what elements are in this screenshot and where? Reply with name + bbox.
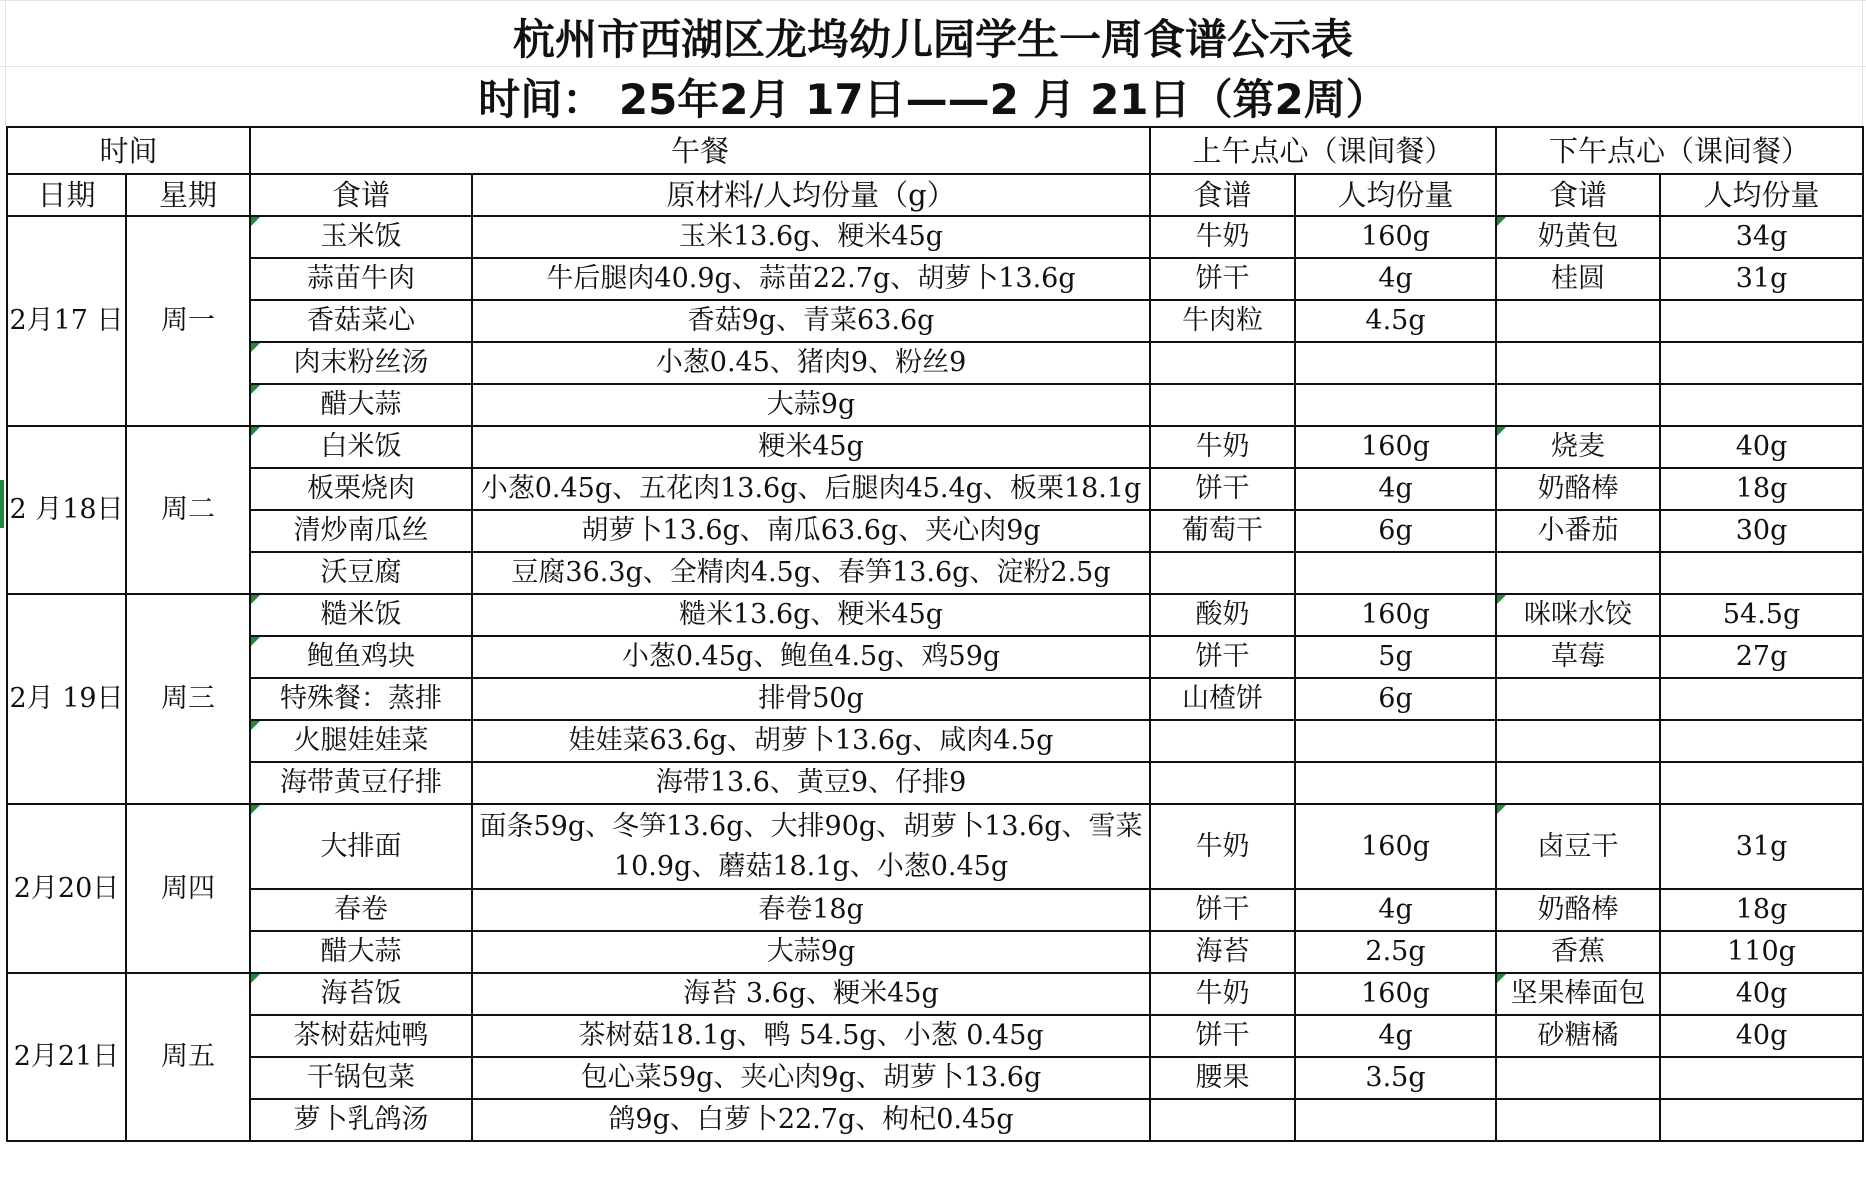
pm-snack-cell[interactable]: 砂糖橘 xyxy=(1496,1015,1660,1057)
pm-snack-cell[interactable] xyxy=(1496,762,1660,804)
header-am-snack[interactable]: 上午点心（课间餐） xyxy=(1150,127,1496,174)
am-portion-cell[interactable]: 160g xyxy=(1295,973,1496,1015)
header-pm-recipe[interactable]: 食谱 xyxy=(1496,174,1660,216)
dish-cell[interactable]: 香菇菜心 xyxy=(250,300,472,342)
am-portion-cell[interactable]: 4.5g xyxy=(1295,300,1496,342)
materials-cell[interactable]: 面条59g、冬笋13.6g、大排90g、胡萝卜13.6g、雪菜10.9g、蘑菇18.1g、小葱0.45g xyxy=(472,804,1150,889)
pm-snack-cell[interactable]: 香蕉 xyxy=(1496,931,1660,973)
pm-snack-cell[interactable]: 咪咪水饺 xyxy=(1496,594,1660,636)
am-snack-cell[interactable]: 牛肉粒 xyxy=(1150,300,1295,342)
menu-row xyxy=(7,931,1863,973)
materials-cell[interactable]: 小葱0.45、猪肉9、粉丝9 xyxy=(472,342,1150,384)
am-snack-cell[interactable] xyxy=(1150,384,1295,426)
date-cell[interactable]: 2 月18日 xyxy=(7,426,126,594)
menu-row xyxy=(7,1099,1863,1141)
pm-portion-cell[interactable]: 40g xyxy=(1660,426,1863,468)
pm-snack-cell[interactable]: 奶酪棒 xyxy=(1496,889,1660,931)
dish-cell[interactable]: 醋大蒜 xyxy=(250,384,472,426)
materials-cell[interactable]: 海苔 3.6g、粳米45g xyxy=(472,973,1150,1015)
menu-row xyxy=(7,594,1863,636)
header-row-2 xyxy=(7,174,1863,216)
am-portion-cell[interactable] xyxy=(1295,342,1496,384)
header-lunch[interactable]: 午餐 xyxy=(250,127,1150,174)
materials-cell[interactable]: 排骨50g xyxy=(472,678,1150,720)
am-snack-cell[interactable] xyxy=(1150,1099,1295,1141)
weekday-cell[interactable]: 周四 xyxy=(126,804,250,973)
am-snack-cell[interactable]: 饼干 xyxy=(1150,468,1295,510)
dish-cell[interactable]: 糙米饭 xyxy=(250,594,472,636)
dish-cell[interactable]: 蒜苗牛肉 xyxy=(250,258,472,300)
am-portion-cell[interactable]: 160g xyxy=(1295,594,1496,636)
am-snack-cell[interactable]: 牛奶 xyxy=(1150,426,1295,468)
am-portion-cell[interactable]: 160g xyxy=(1295,216,1496,258)
pm-snack-cell[interactable]: 奶黄包 xyxy=(1496,216,1660,258)
am-snack-cell[interactable]: 酸奶 xyxy=(1150,594,1295,636)
am-snack-cell[interactable]: 牛奶 xyxy=(1150,804,1295,889)
dish-cell[interactable]: 萝卜乳鸽汤 xyxy=(250,1099,472,1141)
dish-cell[interactable]: 醋大蒜 xyxy=(250,931,472,973)
am-portion-cell[interactable]: 5g xyxy=(1295,636,1496,678)
menu-row xyxy=(7,510,1863,552)
dish-cell[interactable]: 春卷 xyxy=(250,889,472,931)
sheet-gridline-top xyxy=(0,0,1866,1)
date-cell[interactable]: 2月20日 xyxy=(7,804,126,973)
am-portion-cell[interactable]: 2.5g xyxy=(1295,931,1496,973)
am-snack-cell[interactable]: 饼干 xyxy=(1150,636,1295,678)
am-snack-cell[interactable] xyxy=(1150,720,1295,762)
materials-cell[interactable]: 茶树菇18.1g、鸭 54.5g、小葱 0.45g xyxy=(472,1015,1150,1057)
am-portion-cell[interactable] xyxy=(1295,1099,1496,1141)
pm-portion-cell[interactable] xyxy=(1660,720,1863,762)
dish-cell[interactable]: 海苔饭 xyxy=(250,973,472,1015)
menu-table xyxy=(6,126,1864,1142)
am-portion-cell[interactable]: 4g xyxy=(1295,258,1496,300)
materials-cell[interactable]: 包心菜59g、夹心肉9g、胡萝卜13.6g xyxy=(472,1057,1150,1099)
materials-cell[interactable]: 海带13.6、黄豆9、仔排9 xyxy=(472,762,1150,804)
am-portion-cell[interactable]: 160g xyxy=(1295,804,1496,889)
materials-cell[interactable]: 小葱0.45g、五花肉13.6g、后腿肉45.4g、板栗18.1g xyxy=(472,468,1150,510)
dish-cell[interactable]: 鲍鱼鸡块 xyxy=(250,636,472,678)
am-portion-cell[interactable] xyxy=(1295,384,1496,426)
pm-portion-cell[interactable]: 31g xyxy=(1660,258,1863,300)
am-portion-cell[interactable]: 160g xyxy=(1295,426,1496,468)
am-portion-cell[interactable] xyxy=(1295,762,1496,804)
pm-snack-cell[interactable]: 坚果棒面包 xyxy=(1496,973,1660,1015)
am-snack-cell[interactable] xyxy=(1150,762,1295,804)
header-am-portion[interactable]: 人均份量 xyxy=(1295,174,1496,216)
pm-snack-cell[interactable] xyxy=(1496,384,1660,426)
pm-snack-cell[interactable] xyxy=(1496,300,1660,342)
menu-row xyxy=(7,384,1863,426)
am-snack-cell[interactable]: 海苔 xyxy=(1150,931,1295,973)
dish-cell[interactable]: 白米饭 xyxy=(250,426,472,468)
menu-row xyxy=(7,973,1863,1015)
header-pm-snack[interactable]: 下午点心（课间餐） xyxy=(1496,127,1863,174)
dish-cell[interactable]: 海带黄豆仔排 xyxy=(250,762,472,804)
menu-row xyxy=(7,1015,1863,1057)
pm-snack-cell[interactable]: 小番茄 xyxy=(1496,510,1660,552)
pm-portion-cell[interactable] xyxy=(1660,552,1863,594)
pm-portion-cell[interactable] xyxy=(1660,300,1863,342)
am-portion-cell[interactable] xyxy=(1295,720,1496,762)
pm-portion-cell[interactable]: 34g xyxy=(1660,216,1863,258)
materials-cell[interactable]: 大蒜9g xyxy=(472,384,1150,426)
header-row-1 xyxy=(7,127,1863,174)
materials-cell[interactable]: 小葱0.45g、鲍鱼4.5g、鸡59g xyxy=(472,636,1150,678)
menu-row xyxy=(7,678,1863,720)
date-cell[interactable]: 2月21日 xyxy=(7,973,126,1141)
am-portion-cell[interactable]: 4g xyxy=(1295,889,1496,931)
menu-row xyxy=(7,889,1863,931)
dish-cell[interactable]: 茶树菇炖鸭 xyxy=(250,1015,472,1057)
pm-snack-cell[interactable]: 草莓 xyxy=(1496,636,1660,678)
dish-cell[interactable]: 玉米饭 xyxy=(250,216,472,258)
am-snack-cell[interactable]: 饼干 xyxy=(1150,889,1295,931)
menu-row xyxy=(7,426,1863,468)
materials-cell[interactable]: 春卷18g xyxy=(472,889,1150,931)
menu-row xyxy=(7,300,1863,342)
menu-row xyxy=(7,1057,1863,1099)
dish-cell[interactable]: 火腿娃娃菜 xyxy=(250,720,472,762)
header-materials[interactable]: 原材料/人均份量（g） xyxy=(472,174,1150,216)
dish-cell[interactable]: 干锅包菜 xyxy=(250,1057,472,1099)
date-cell[interactable]: 2月 19日 xyxy=(7,594,126,804)
weekday-cell[interactable]: 周三 xyxy=(126,594,250,804)
dish-cell[interactable]: 肉末粉丝汤 xyxy=(250,342,472,384)
pm-portion-cell[interactable]: 40g xyxy=(1660,973,1863,1015)
am-portion-cell[interactable] xyxy=(1295,552,1496,594)
dish-cell[interactable]: 大排面 xyxy=(250,804,472,889)
menu-row xyxy=(7,216,1863,258)
weekday-cell[interactable]: 周五 xyxy=(126,973,250,1141)
materials-cell[interactable]: 香菇9g、青菜63.6g xyxy=(472,300,1150,342)
menu-row xyxy=(7,552,1863,594)
dish-cell[interactable]: 清炒南瓜丝 xyxy=(250,510,472,552)
pm-snack-cell[interactable]: 卤豆干 xyxy=(1496,804,1660,889)
menu-row xyxy=(7,258,1863,300)
menu-row xyxy=(7,468,1863,510)
am-snack-cell[interactable]: 饼干 xyxy=(1150,1015,1295,1057)
pm-snack-cell[interactable]: 烧麦 xyxy=(1496,426,1660,468)
page-title: 杭州市西湖区龙坞幼儿园学生一周食谱公示表 xyxy=(512,15,1353,64)
header-weekday[interactable]: 星期 xyxy=(126,174,250,216)
pm-snack-cell[interactable] xyxy=(1496,720,1660,762)
weekday-cell[interactable]: 周二 xyxy=(126,426,250,594)
menu-row xyxy=(7,762,1863,804)
dish-cell[interactable]: 特殊餐：蒸排 xyxy=(250,678,472,720)
pm-portion-cell[interactable]: 30g xyxy=(1660,510,1863,552)
materials-cell[interactable]: 鸽9g、白萝卜22.7g、枸杞0.45g xyxy=(472,1099,1150,1141)
am-snack-cell[interactable]: 牛奶 xyxy=(1150,216,1295,258)
menu-row xyxy=(7,804,1863,889)
pm-portion-cell[interactable]: 40g xyxy=(1660,1015,1863,1057)
pm-snack-cell[interactable] xyxy=(1496,1057,1660,1099)
header-am-recipe[interactable]: 食谱 xyxy=(1150,174,1295,216)
pm-portion-cell[interactable] xyxy=(1660,384,1863,426)
pm-snack-cell[interactable] xyxy=(1496,678,1660,720)
header-time[interactable]: 时间 xyxy=(7,127,250,174)
materials-cell[interactable]: 粳米45g xyxy=(472,426,1150,468)
pm-portion-cell[interactable]: 27g xyxy=(1660,636,1863,678)
weekday-cell[interactable]: 周一 xyxy=(126,216,250,426)
pm-portion-cell[interactable]: 18g xyxy=(1660,889,1863,931)
pm-portion-cell[interactable]: 54.5g xyxy=(1660,594,1863,636)
dish-cell[interactable]: 沃豆腐 xyxy=(250,552,472,594)
menu-row xyxy=(7,636,1863,678)
menu-row xyxy=(7,342,1863,384)
pm-snack-cell[interactable]: 奶酪棒 xyxy=(1496,468,1660,510)
pm-portion-cell[interactable] xyxy=(1660,1057,1863,1099)
dish-cell[interactable]: 板栗烧肉 xyxy=(250,468,472,510)
materials-cell[interactable]: 牛后腿肉40.9g、蒜苗22.7g、胡萝卜13.6g xyxy=(472,258,1150,300)
pm-snack-cell[interactable] xyxy=(1496,342,1660,384)
am-snack-cell[interactable] xyxy=(1150,552,1295,594)
header-recipe[interactable]: 食谱 xyxy=(250,174,472,216)
menu-row xyxy=(7,720,1863,762)
am-snack-cell[interactable]: 腰果 xyxy=(1150,1057,1295,1099)
am-snack-cell[interactable] xyxy=(1150,342,1295,384)
pm-snack-cell[interactable]: 桂圆 xyxy=(1496,258,1660,300)
am-portion-cell[interactable]: 6g xyxy=(1295,678,1496,720)
materials-cell[interactable]: 豆腐36.3g、全精肉4.5g、春笋13.6g、淀粉2.5g xyxy=(472,552,1150,594)
header-date[interactable]: 日期 xyxy=(7,174,126,216)
pm-portion-cell[interactable] xyxy=(1660,678,1863,720)
pm-portion-cell[interactable]: 18g xyxy=(1660,468,1863,510)
pm-portion-cell[interactable] xyxy=(1660,1099,1863,1141)
am-portion-cell[interactable]: 4g xyxy=(1295,468,1496,510)
materials-cell[interactable]: 糙米13.6g、粳米45g xyxy=(472,594,1150,636)
materials-cell[interactable]: 胡萝卜13.6g、南瓜63.6g、夹心肉9g xyxy=(472,510,1150,552)
selection-marker xyxy=(0,480,4,528)
pm-portion-cell[interactable]: 110g xyxy=(1660,931,1863,973)
date-cell[interactable]: 2月17 日 xyxy=(7,216,126,426)
pm-portion-cell[interactable]: 31g xyxy=(1660,804,1863,889)
am-snack-cell[interactable]: 牛奶 xyxy=(1150,973,1295,1015)
am-portion-cell[interactable]: 6g xyxy=(1295,510,1496,552)
am-snack-cell[interactable]: 葡萄干 xyxy=(1150,510,1295,552)
materials-cell[interactable]: 玉米13.6g、粳米45g xyxy=(472,216,1150,258)
am-portion-cell[interactable]: 3.5g xyxy=(1295,1057,1496,1099)
am-snack-cell[interactable]: 饼干 xyxy=(1150,258,1295,300)
pm-snack-cell[interactable] xyxy=(1496,552,1660,594)
page-subtitle: 时间： 25年2月 17日——2 月 21日（第2周） xyxy=(478,75,1388,124)
header-pm-portion[interactable]: 人均份量 xyxy=(1660,174,1863,216)
materials-cell[interactable]: 大蒜9g xyxy=(472,931,1150,973)
am-snack-cell[interactable]: 山楂饼 xyxy=(1150,678,1295,720)
pm-snack-cell[interactable] xyxy=(1496,1099,1660,1141)
materials-cell[interactable]: 娃娃菜63.6g、胡萝卜13.6g、咸肉4.5g xyxy=(472,720,1150,762)
pm-portion-cell[interactable] xyxy=(1660,762,1863,804)
pm-portion-cell[interactable] xyxy=(1660,342,1863,384)
am-portion-cell[interactable]: 4g xyxy=(1295,1015,1496,1057)
